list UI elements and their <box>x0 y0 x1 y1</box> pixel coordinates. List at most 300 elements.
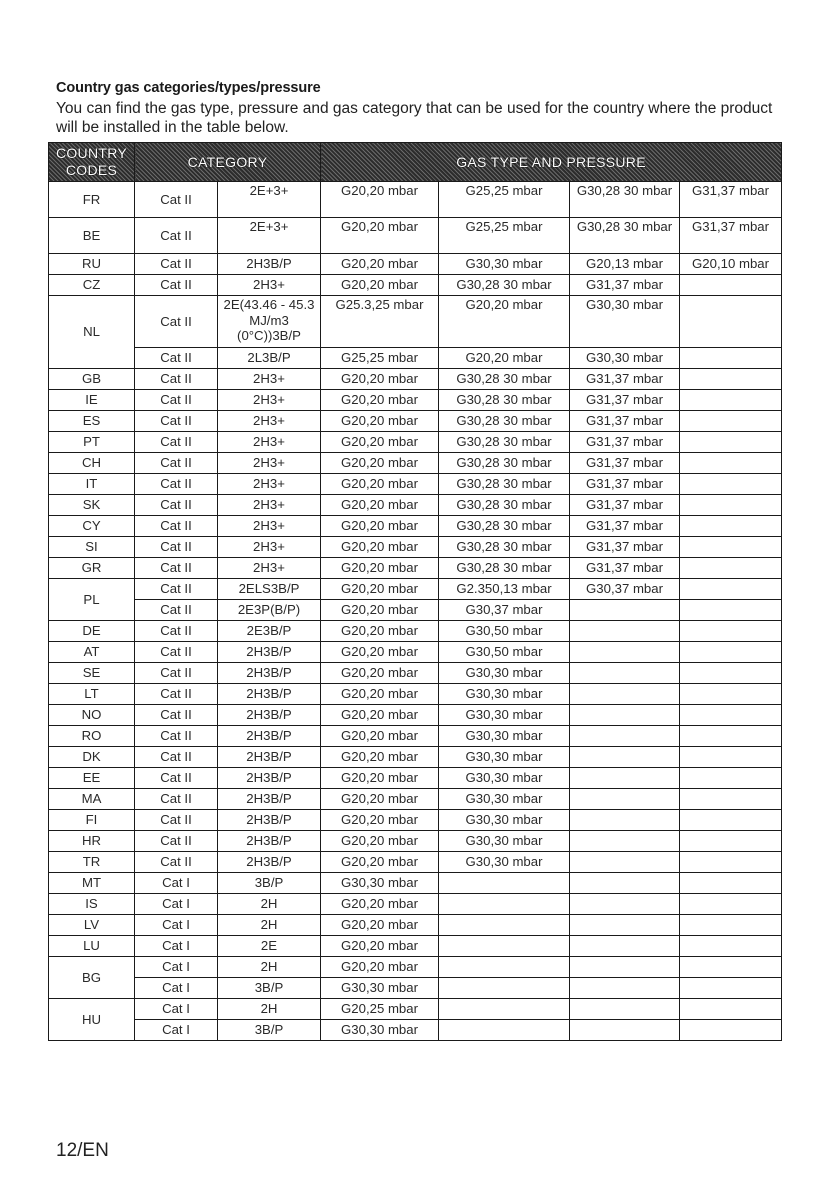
gas-type-cell-2: G30,28 30 mbar <box>439 537 570 558</box>
table-row <box>49 789 782 810</box>
category-cell: Cat I <box>135 873 218 894</box>
gas-type-cell-3: G31,37 mbar <box>570 390 680 411</box>
country-code-cell: CY <box>49 516 135 537</box>
category-cell: Cat I <box>135 915 218 936</box>
gas-type-cell-4 <box>680 600 782 621</box>
subcategory-cell: 2L3B/P <box>218 348 321 369</box>
gas-type-cell-1: G20,20 mbar <box>321 432 439 453</box>
country-code-cell: SI <box>49 537 135 558</box>
table-row <box>49 852 782 873</box>
gas-type-cell-2: G30,28 30 mbar <box>439 275 570 296</box>
table-row <box>49 369 782 390</box>
table-row <box>49 600 782 621</box>
gas-type-cell-4 <box>680 642 782 663</box>
category-cell: Cat II <box>135 495 218 516</box>
gas-type-cell-4 <box>680 852 782 873</box>
category-cell: Cat II <box>135 390 218 411</box>
gas-type-cell-2: G30,37 mbar <box>439 600 570 621</box>
gas-type-cell-3 <box>570 894 680 915</box>
gas-type-cell-2: G30,28 30 mbar <box>439 411 570 432</box>
gas-type-cell-1: G20,20 mbar <box>321 957 439 978</box>
gas-type-cell-1: G20,20 mbar <box>321 726 439 747</box>
gas-type-cell-1: G20,20 mbar <box>321 453 439 474</box>
country-code-cell: IT <box>49 474 135 495</box>
table-row <box>49 495 782 516</box>
gas-type-cell-1: G20,20 mbar <box>321 789 439 810</box>
gas-type-cell-4 <box>680 537 782 558</box>
table-body <box>49 182 782 1041</box>
country-code-cell: DK <box>49 747 135 768</box>
gas-type-cell-1: G30,30 mbar <box>321 978 439 999</box>
table-row <box>49 726 782 747</box>
gas-type-cell-3 <box>570 726 680 747</box>
category-cell: Cat II <box>135 852 218 873</box>
subcategory-cell: 2H3+ <box>218 390 321 411</box>
gas-type-cell-1: G30,30 mbar <box>321 873 439 894</box>
header-gas-type-pressure: GAS TYPE AND PRESSURE <box>321 143 782 182</box>
gas-type-cell-1: G20,20 mbar <box>321 182 439 218</box>
gas-type-cell-1: G20,20 mbar <box>321 894 439 915</box>
gas-type-cell-1: G20,20 mbar <box>321 663 439 684</box>
category-cell: Cat II <box>135 768 218 789</box>
gas-type-cell-2 <box>439 915 570 936</box>
gas-type-cell-2: G30,28 30 mbar <box>439 558 570 579</box>
table-row <box>49 558 782 579</box>
table-row <box>49 218 782 254</box>
subcategory-cell: 2H3B/P <box>218 254 321 275</box>
gas-type-cell-2: G2.350,13 mbar <box>439 579 570 600</box>
table-row <box>49 296 782 348</box>
category-cell: Cat II <box>135 411 218 432</box>
gas-type-cell-1: G20,20 mbar <box>321 600 439 621</box>
gas-type-cell-4 <box>680 810 782 831</box>
gas-type-cell-4 <box>680 495 782 516</box>
gas-type-cell-3: G30,28 30 mbar <box>570 182 680 218</box>
subcategory-cell: 2H3B/P <box>218 747 321 768</box>
gas-type-cell-2: G30,28 30 mbar <box>439 474 570 495</box>
gas-type-cell-3 <box>570 999 680 1020</box>
table-row <box>49 978 782 999</box>
table-row <box>49 705 782 726</box>
country-code-cell: MA <box>49 789 135 810</box>
gas-type-cell-3: G31,37 mbar <box>570 275 680 296</box>
table-row <box>49 999 782 1020</box>
gas-type-cell-1: G20,20 mbar <box>321 621 439 642</box>
subcategory-cell: 2E3P(B/P) <box>218 600 321 621</box>
gas-type-cell-4 <box>680 411 782 432</box>
gas-type-cell-3 <box>570 810 680 831</box>
gas-type-cell-3: G30,28 30 mbar <box>570 218 680 254</box>
gas-type-cell-3 <box>570 1020 680 1041</box>
gas-type-cell-1: G20,20 mbar <box>321 558 439 579</box>
gas-type-cell-1: G20,20 mbar <box>321 218 439 254</box>
subcategory-cell: 2H3B/P <box>218 810 321 831</box>
gas-type-cell-2: G30,30 mbar <box>439 831 570 852</box>
subcategory-cell: 2H <box>218 999 321 1020</box>
country-code-cell: IE <box>49 390 135 411</box>
gas-type-cell-3: G30,37 mbar <box>570 579 680 600</box>
gas-type-cell-1: G20,20 mbar <box>321 642 439 663</box>
country-code-cell: MT <box>49 873 135 894</box>
gas-type-cell-2: G30,50 mbar <box>439 621 570 642</box>
gas-type-cell-2: G30,28 30 mbar <box>439 432 570 453</box>
gas-type-cell-1: G20,20 mbar <box>321 474 439 495</box>
category-cell: Cat II <box>135 348 218 369</box>
gas-type-cell-3 <box>570 747 680 768</box>
gas-category-table <box>48 142 782 1041</box>
table-row <box>49 1020 782 1041</box>
subcategory-cell: 2H3+ <box>218 411 321 432</box>
country-code-cell: HU <box>49 999 135 1041</box>
table-row <box>49 915 782 936</box>
gas-type-cell-4 <box>680 432 782 453</box>
country-code-cell: LT <box>49 684 135 705</box>
gas-type-cell-1: G20,20 mbar <box>321 705 439 726</box>
category-cell: Cat II <box>135 537 218 558</box>
gas-type-cell-3 <box>570 831 680 852</box>
gas-type-cell-3 <box>570 957 680 978</box>
subcategory-cell: 2H <box>218 894 321 915</box>
gas-type-cell-3: G31,37 mbar <box>570 432 680 453</box>
table-row <box>49 621 782 642</box>
category-cell: Cat II <box>135 810 218 831</box>
table-row <box>49 390 782 411</box>
subcategory-cell: 2H3B/P <box>218 663 321 684</box>
gas-type-cell-4 <box>680 915 782 936</box>
country-code-cell: DE <box>49 621 135 642</box>
subcategory-cell: 2H3+ <box>218 495 321 516</box>
gas-type-cell-4 <box>680 516 782 537</box>
subcategory-cell: 2H3B/P <box>218 831 321 852</box>
table-row <box>49 810 782 831</box>
category-cell: Cat II <box>135 831 218 852</box>
gas-type-cell-2 <box>439 936 570 957</box>
category-cell: Cat II <box>135 663 218 684</box>
category-cell: Cat II <box>135 621 218 642</box>
table-row <box>49 894 782 915</box>
gas-type-cell-1: G20,20 mbar <box>321 495 439 516</box>
gas-type-cell-3: G20,13 mbar <box>570 254 680 275</box>
country-code-cell: FR <box>49 182 135 218</box>
subcategory-cell: 2H3B/P <box>218 705 321 726</box>
category-cell: Cat II <box>135 516 218 537</box>
subcategory-cell: 2H3B/P <box>218 852 321 873</box>
table-row <box>49 254 782 275</box>
country-code-cell: EE <box>49 768 135 789</box>
country-code-cell: RU <box>49 254 135 275</box>
gas-type-cell-4 <box>680 453 782 474</box>
table-row <box>49 579 782 600</box>
gas-type-cell-3 <box>570 600 680 621</box>
subcategory-cell: 2E <box>218 936 321 957</box>
gas-type-cell-2: G30,30 mbar <box>439 768 570 789</box>
gas-type-cell-1: G20,20 mbar <box>321 852 439 873</box>
subcategory-cell: 2H3B/P <box>218 768 321 789</box>
table-row <box>49 348 782 369</box>
country-code-cell: LU <box>49 936 135 957</box>
table-row <box>49 831 782 852</box>
gas-type-cell-4 <box>680 369 782 390</box>
category-cell: Cat II <box>135 182 218 218</box>
subcategory-cell: 2E(43.46 - 45.3 MJ/m3 (0°C))3B/P <box>218 296 321 348</box>
gas-type-cell-3 <box>570 684 680 705</box>
table-row <box>49 873 782 894</box>
table-row <box>49 663 782 684</box>
country-code-cell: FI <box>49 810 135 831</box>
gas-type-cell-2: G30,30 mbar <box>439 705 570 726</box>
country-code-cell: IS <box>49 894 135 915</box>
gas-type-cell-3: G31,37 mbar <box>570 369 680 390</box>
gas-type-cell-4 <box>680 768 782 789</box>
country-code-cell: NL <box>49 296 135 369</box>
category-cell: Cat I <box>135 957 218 978</box>
gas-type-cell-4 <box>680 831 782 852</box>
gas-type-cell-3: G31,37 mbar <box>570 495 680 516</box>
page-number: 12/EN <box>56 1140 109 1161</box>
country-code-cell: BE <box>49 218 135 254</box>
gas-type-cell-3: G30,30 mbar <box>570 348 680 369</box>
gas-type-cell-4 <box>680 873 782 894</box>
subcategory-cell: 2ELS3B/P <box>218 579 321 600</box>
table-row <box>49 642 782 663</box>
subcategory-cell: 2H3B/P <box>218 642 321 663</box>
table-row <box>49 453 782 474</box>
table-row <box>49 684 782 705</box>
subcategory-cell: 3B/P <box>218 873 321 894</box>
gas-type-cell-2: G30,28 30 mbar <box>439 453 570 474</box>
category-cell: Cat I <box>135 978 218 999</box>
subcategory-cell: 2E3B/P <box>218 621 321 642</box>
subcategory-cell: 2H3B/P <box>218 684 321 705</box>
section-heading: Country gas categories/types/pressure <box>56 80 321 96</box>
table-row <box>49 411 782 432</box>
category-cell: Cat I <box>135 1020 218 1041</box>
country-code-cell: RO <box>49 726 135 747</box>
category-cell: Cat II <box>135 296 218 348</box>
subcategory-cell: 2H3+ <box>218 474 321 495</box>
subcategory-cell: 2H3+ <box>218 275 321 296</box>
gas-type-cell-1: G25.3,25 mbar <box>321 296 439 348</box>
gas-type-cell-1: G20,20 mbar <box>321 275 439 296</box>
country-code-cell: PT <box>49 432 135 453</box>
gas-type-cell-3 <box>570 873 680 894</box>
category-cell: Cat II <box>135 254 218 275</box>
subcategory-cell: 3B/P <box>218 978 321 999</box>
gas-type-cell-4 <box>680 558 782 579</box>
category-cell: Cat II <box>135 474 218 495</box>
country-code-cell: TR <box>49 852 135 873</box>
gas-type-cell-2: G30,50 mbar <box>439 642 570 663</box>
gas-type-cell-1: G20,20 mbar <box>321 369 439 390</box>
country-code-cell: LV <box>49 915 135 936</box>
subcategory-cell: 3B/P <box>218 1020 321 1041</box>
gas-type-cell-4 <box>680 275 782 296</box>
intro-paragraph: You can find the gas type, pressure and gas category that can be used for the country where the product will be installed in the table below. <box>56 100 773 136</box>
gas-type-cell-3 <box>570 852 680 873</box>
gas-type-cell-3 <box>570 915 680 936</box>
category-cell: Cat II <box>135 747 218 768</box>
gas-type-cell-2: G30,30 mbar <box>439 852 570 873</box>
gas-type-cell-3: G31,37 mbar <box>570 537 680 558</box>
country-code-cell: HR <box>49 831 135 852</box>
gas-type-cell-4 <box>680 726 782 747</box>
gas-type-cell-4 <box>680 789 782 810</box>
gas-type-cell-2: G30,28 30 mbar <box>439 390 570 411</box>
gas-type-cell-3 <box>570 936 680 957</box>
country-code-cell: ES <box>49 411 135 432</box>
gas-type-cell-2: G20,20 mbar <box>439 348 570 369</box>
gas-type-cell-1: G20,20 mbar <box>321 684 439 705</box>
gas-type-cell-4 <box>680 747 782 768</box>
gas-type-cell-3 <box>570 663 680 684</box>
country-code-cell: AT <box>49 642 135 663</box>
category-cell: Cat I <box>135 999 218 1020</box>
subcategory-cell: 2H3B/P <box>218 726 321 747</box>
country-code-cell: CH <box>49 453 135 474</box>
gas-type-cell-2 <box>439 978 570 999</box>
subcategory-cell: 2E+3+ <box>218 218 321 254</box>
category-cell: Cat II <box>135 369 218 390</box>
country-code-cell: GB <box>49 369 135 390</box>
category-cell: Cat II <box>135 642 218 663</box>
gas-type-cell-2 <box>439 957 570 978</box>
gas-type-cell-1: G20,20 mbar <box>321 537 439 558</box>
subcategory-cell: 2H3+ <box>218 432 321 453</box>
table-row <box>49 432 782 453</box>
subcategory-cell: 2H3+ <box>218 516 321 537</box>
gas-type-cell-2 <box>439 894 570 915</box>
category-cell: Cat II <box>135 726 218 747</box>
table-row <box>49 936 782 957</box>
gas-type-cell-1: G20,20 mbar <box>321 579 439 600</box>
subcategory-cell: 2H3+ <box>218 453 321 474</box>
gas-type-cell-4 <box>680 1020 782 1041</box>
gas-type-cell-2: G30,30 mbar <box>439 726 570 747</box>
gas-type-cell-4 <box>680 894 782 915</box>
header-country-codes: COUNTRY CODES <box>49 143 135 182</box>
subcategory-cell: 2H3B/P <box>218 789 321 810</box>
gas-type-cell-3 <box>570 642 680 663</box>
gas-type-cell-2: G30,28 30 mbar <box>439 516 570 537</box>
category-cell: Cat II <box>135 684 218 705</box>
country-code-cell: PL <box>49 579 135 621</box>
gas-type-cell-4 <box>680 390 782 411</box>
gas-type-cell-4 <box>680 978 782 999</box>
gas-type-cell-3: G31,37 mbar <box>570 516 680 537</box>
gas-type-cell-4 <box>680 348 782 369</box>
gas-type-cell-3 <box>570 789 680 810</box>
subcategory-cell: 2H <box>218 915 321 936</box>
gas-type-cell-1: G20,20 mbar <box>321 936 439 957</box>
gas-type-cell-4: G31,37 mbar <box>680 182 782 218</box>
subcategory-cell: 2H3+ <box>218 537 321 558</box>
country-code-cell: CZ <box>49 275 135 296</box>
gas-type-cell-4: G20,10 mbar <box>680 254 782 275</box>
gas-type-cell-1: G30,30 mbar <box>321 1020 439 1041</box>
table-row <box>49 768 782 789</box>
table-row <box>49 474 782 495</box>
gas-type-cell-4 <box>680 296 782 348</box>
table-row <box>49 516 782 537</box>
gas-type-cell-2: G30,28 30 mbar <box>439 495 570 516</box>
gas-type-cell-2: G30,30 mbar <box>439 663 570 684</box>
gas-type-cell-2: G30,30 mbar <box>439 747 570 768</box>
gas-type-cell-4 <box>680 999 782 1020</box>
gas-type-cell-4 <box>680 474 782 495</box>
gas-type-cell-2: G30,28 30 mbar <box>439 369 570 390</box>
category-cell: Cat I <box>135 894 218 915</box>
gas-type-cell-1: G20,25 mbar <box>321 999 439 1020</box>
gas-type-cell-3 <box>570 978 680 999</box>
category-cell: Cat II <box>135 558 218 579</box>
gas-type-cell-3 <box>570 705 680 726</box>
subcategory-cell: 2E+3+ <box>218 182 321 218</box>
gas-type-cell-4 <box>680 621 782 642</box>
gas-type-cell-1: G20,20 mbar <box>321 516 439 537</box>
gas-type-cell-4: G31,37 mbar <box>680 218 782 254</box>
category-cell: Cat II <box>135 705 218 726</box>
country-code-cell: NO <box>49 705 135 726</box>
category-cell: Cat I <box>135 936 218 957</box>
subcategory-cell: 2H <box>218 957 321 978</box>
gas-type-cell-3: G31,37 mbar <box>570 453 680 474</box>
gas-type-cell-2 <box>439 873 570 894</box>
table-row <box>49 957 782 978</box>
gas-type-cell-2: G30,30 mbar <box>439 684 570 705</box>
gas-type-cell-2: G20,20 mbar <box>439 296 570 348</box>
gas-type-cell-1: G20,20 mbar <box>321 915 439 936</box>
gas-type-cell-1: G20,20 mbar <box>321 254 439 275</box>
category-cell: Cat II <box>135 275 218 296</box>
gas-type-cell-2: G30,30 mbar <box>439 254 570 275</box>
gas-type-cell-1: G20,20 mbar <box>321 747 439 768</box>
gas-type-cell-3 <box>570 621 680 642</box>
gas-type-cell-3: G31,37 mbar <box>570 558 680 579</box>
gas-type-cell-1: G20,20 mbar <box>321 411 439 432</box>
gas-type-cell-1: G20,20 mbar <box>321 810 439 831</box>
header-category: CATEGORY <box>135 143 321 182</box>
country-code-cell: BG <box>49 957 135 999</box>
gas-type-cell-1: G25,25 mbar <box>321 348 439 369</box>
gas-type-cell-4 <box>680 936 782 957</box>
table-row <box>49 537 782 558</box>
gas-type-cell-2: G30,30 mbar <box>439 810 570 831</box>
category-cell: Cat II <box>135 432 218 453</box>
gas-type-cell-1: G20,20 mbar <box>321 390 439 411</box>
subcategory-cell: 2H3+ <box>218 369 321 390</box>
gas-type-cell-2: G30,30 mbar <box>439 789 570 810</box>
gas-type-cell-3: G30,30 mbar <box>570 296 680 348</box>
gas-type-cell-2: G25,25 mbar <box>439 182 570 218</box>
gas-type-cell-1: G20,20 mbar <box>321 831 439 852</box>
gas-type-cell-2 <box>439 999 570 1020</box>
category-cell: Cat II <box>135 789 218 810</box>
country-code-cell: SK <box>49 495 135 516</box>
country-code-cell: SE <box>49 663 135 684</box>
category-cell: Cat II <box>135 218 218 254</box>
table-header-row <box>49 143 782 182</box>
country-code-cell: GR <box>49 558 135 579</box>
gas-type-cell-4 <box>680 684 782 705</box>
gas-type-cell-4 <box>680 579 782 600</box>
table-row <box>49 182 782 218</box>
subcategory-cell: 2H3+ <box>218 558 321 579</box>
gas-type-cell-4 <box>680 957 782 978</box>
category-cell: Cat II <box>135 579 218 600</box>
gas-type-cell-2 <box>439 1020 570 1041</box>
gas-type-cell-3: G31,37 mbar <box>570 411 680 432</box>
table-row <box>49 747 782 768</box>
